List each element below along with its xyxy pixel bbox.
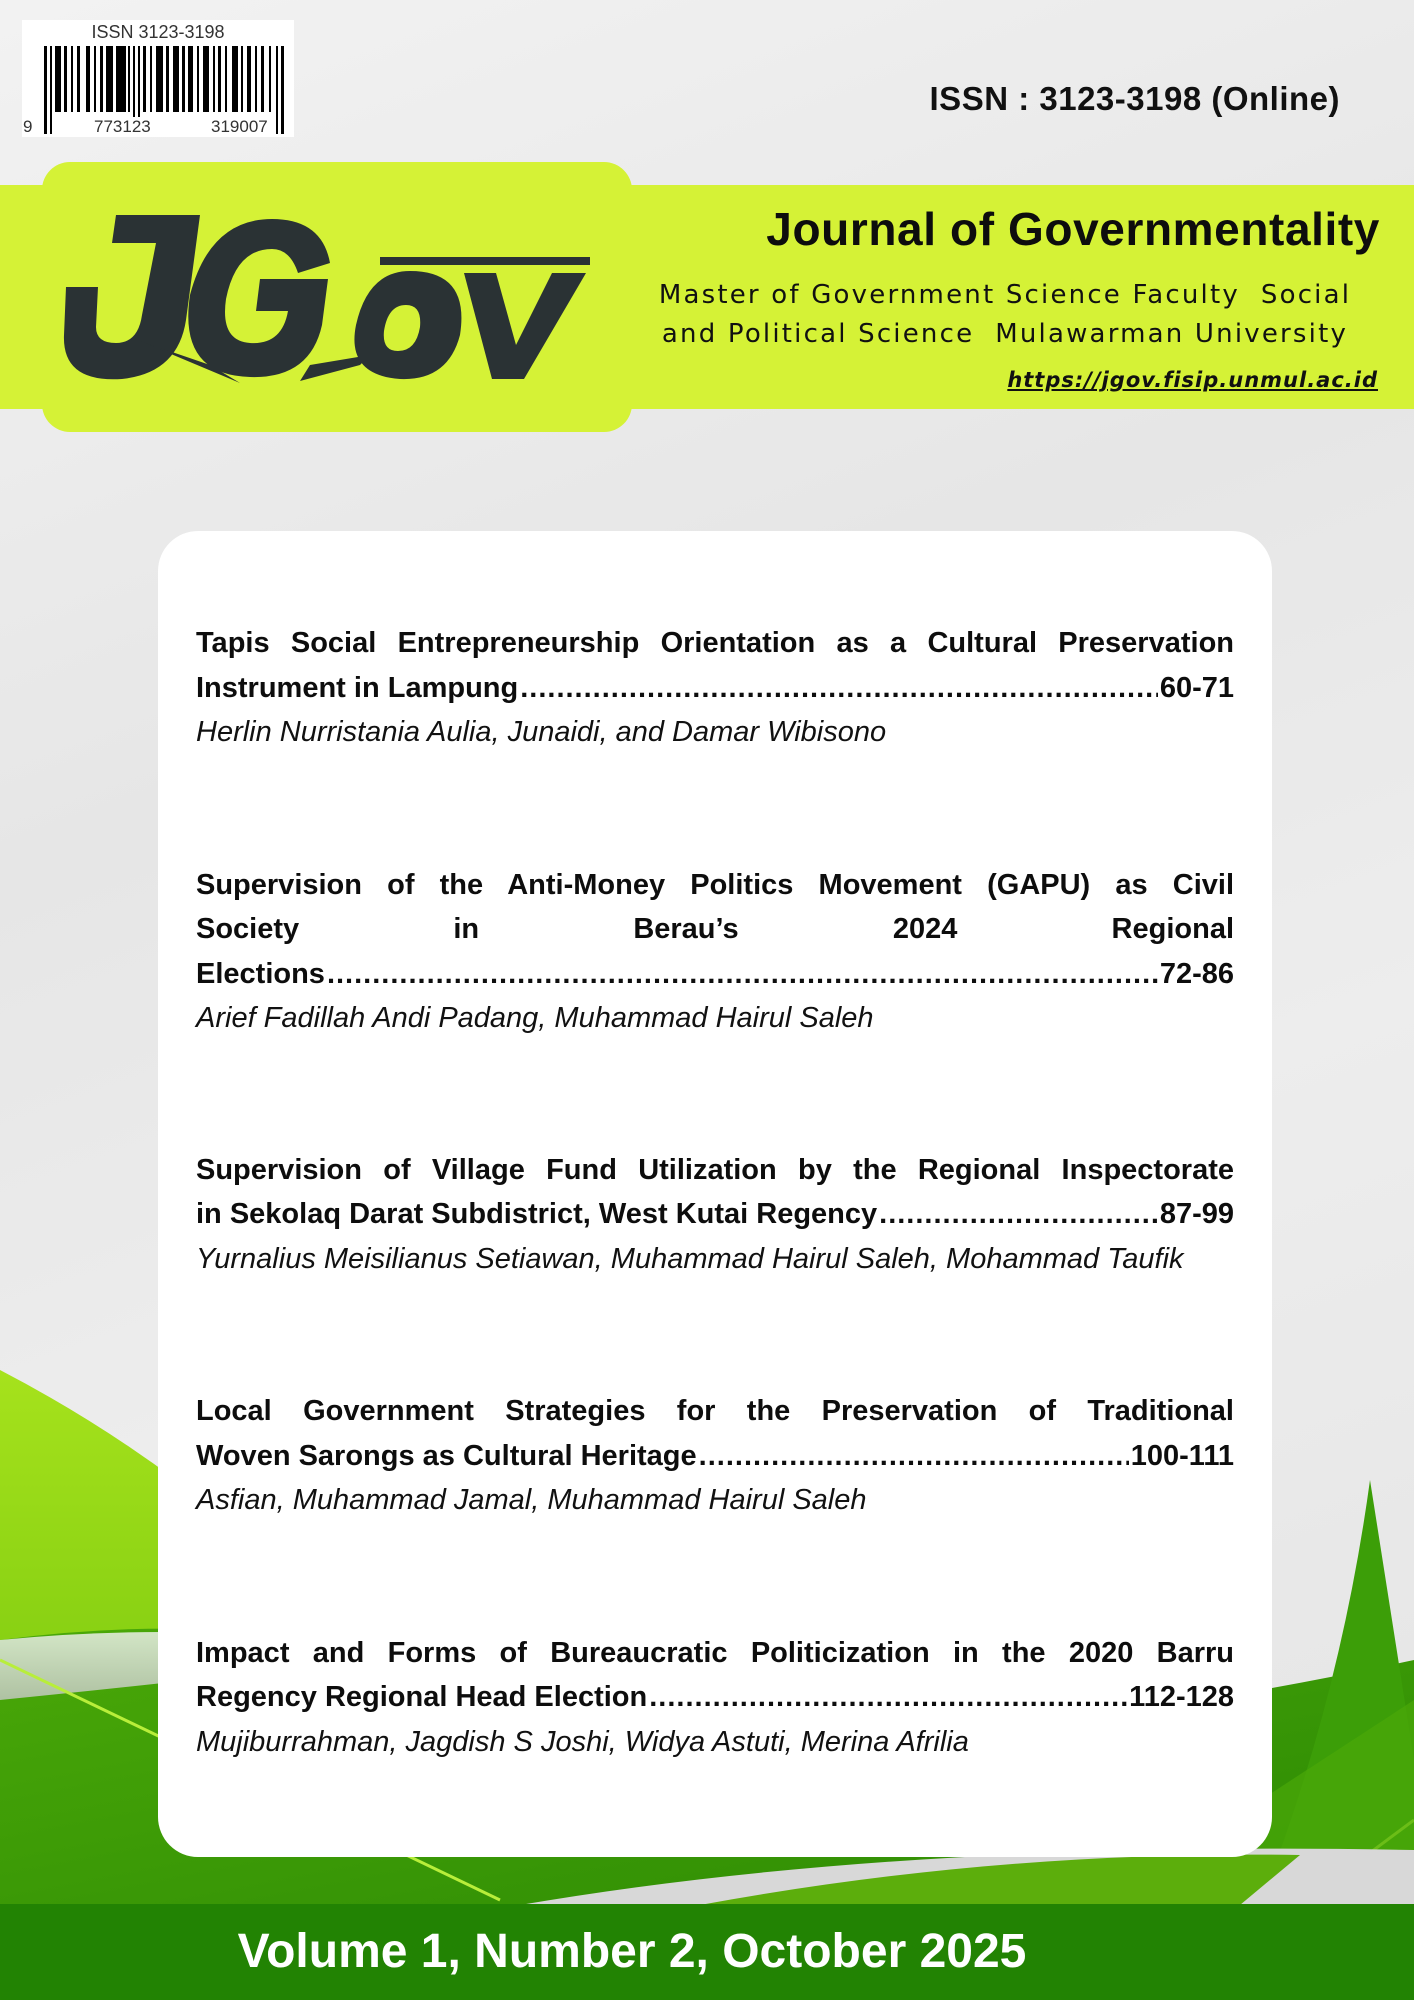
table-of-contents-card — [158, 531, 1272, 1857]
toc-entry[interactable] — [196, 1148, 1234, 1282]
toc-entry[interactable] — [196, 1389, 1234, 1523]
page-range: 112-128 — [1129, 1681, 1234, 1713]
barcode-digits-right: 319007 — [207, 117, 272, 137]
issue-info: Volume 1, Number 2, October 2025 — [237, 1925, 1027, 1978]
issue-footer — [0, 1904, 1414, 2000]
article-authors: Mujiburrahman, Jagdish S Joshi, Widya Astuti, Merina Afrilia — [196, 1725, 969, 1758]
journal-url-link[interactable]: https://jgov.fisip.unmul.ac.id — [1007, 368, 1378, 392]
article-title: Local Government Strategies for the Preservation of Traditional Woven Sarongs as Cultural Heritage ..... 100-111 — [196, 1389, 1234, 1478]
article-title: Impact and Forms of Bureaucratic Politicization in the 2020 Barru Regency Regional Head Election ..... 112-128 — [196, 1631, 1234, 1720]
article-title: Tapis Social Entrepreneurship Orientation as a Cultural Preservation Instrument in Lampung ..... 60-71 — [196, 621, 1234, 710]
dot-leader — [879, 1192, 1158, 1237]
barcode-issn-label: ISSN 3123-3198 — [91, 22, 225, 42]
toc-entry[interactable] — [196, 621, 1234, 755]
dot-leader — [649, 1675, 1127, 1720]
toc-entry[interactable] — [196, 863, 1234, 1041]
article-title-last-line: Woven Sarongs as Cultural Heritage — [196, 1439, 697, 1472]
dot-leader — [327, 952, 1158, 997]
page-range: 100-111 — [1130, 1439, 1234, 1472]
issn-barcode — [22, 20, 294, 137]
article-authors: Yurnalius Meisilianus Setiawan, Muhammad Hairul Saleh, Mohammad Taufik — [196, 1242, 1184, 1275]
toc-entry[interactable] — [196, 1631, 1234, 1765]
barcode-digits-left: 773123 — [90, 117, 155, 137]
dot-leader — [520, 666, 1158, 711]
page-range: 87-99 — [1159, 1198, 1234, 1230]
dot-leader — [699, 1434, 1129, 1479]
article-title: Supervision of the Anti-Money Politics Movement (GAPU) as Civil Society in Berau’s 2024 Regional Elections ..... 72-86 — [196, 863, 1234, 997]
page-range: 72-86 — [1159, 957, 1234, 990]
journal-title: Journal of Governmentality — [766, 203, 1380, 255]
table-of-contents — [196, 621, 1234, 1764]
article-title: Supervision of Village Fund Utilization by the Regional Inspectorate in Sekolaq Darat Subdistrict, West Kutai Regency ..... 87-99 — [196, 1148, 1234, 1237]
faculty-line-2: and Political Science Mulawarman University — [661, 319, 1349, 349]
article-title-last-line: Instrument in Lampung — [196, 671, 519, 704]
article-title-last-line: in Sekolaq Darat Subdistrict, West Kutai Regency — [196, 1198, 878, 1230]
faculty-affiliation — [636, 276, 1374, 354]
article-authors: Herlin Nurristania Aulia, Junaidi, and Damar Wibisono — [196, 716, 887, 748]
jgov-logo-icon — [60, 215, 600, 385]
issn-online: ISSN : 3123-3198 (Online) — [929, 80, 1340, 117]
faculty-line-1: Master of Government Science Faculty Social — [658, 280, 1352, 310]
article-title-last-line: Elections — [196, 957, 325, 990]
barcode-digit-prefix: 9 — [23, 117, 33, 136]
article-authors: Arief Fadillah Andi Padang, Muhammad Hairul Saleh — [196, 1002, 874, 1034]
page-range: 60-71 — [1159, 671, 1234, 704]
article-authors: Asfian, Muhammad Jamal, Muhammad Hairul Saleh — [196, 1484, 867, 1516]
article-title-last-line: Regency Regional Head Election — [196, 1681, 648, 1713]
